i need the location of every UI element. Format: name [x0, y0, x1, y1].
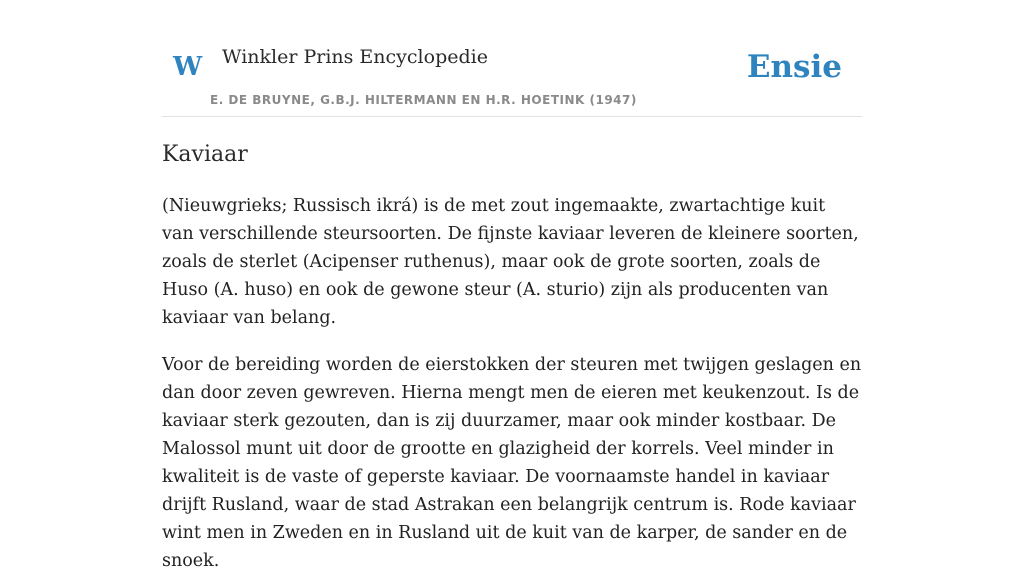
entry-title: Kaviaar	[162, 142, 248, 167]
entry-paragraph: Voor de bereiding worden de eierstokken der steuren met twijgen geslagen en dan door zeven gewreven. Hierna mengt men de eieren met keukenzout. Is de kaviaar sterk gezouten, dan is zij duurzamer, maar ook minder kostbaar. De Malossol munt uit door de grootte en glazigheid der korrels. Veel minder in kwaliteit is de vaste of geperste kaviaar. De voornaamste handel in kaviaar drijft Rusland, waar de stad Astrakan een belangrijk centrum is. Rode kaviaar wint men in Zweden en in Rusland uit de kuit van de karper, de sander en de snoek.	[162, 355, 862, 571]
header	[162, 0, 862, 117]
book-authors: E. DE BRUYNE, G.B.J. HILTERMANN EN H.R. HOETINK (1947)	[210, 93, 637, 107]
ensie-brand-link[interactable]: Ensie	[746, 49, 842, 85]
winkler-prins-logo-icon[interactable]: W	[173, 52, 203, 82]
entry-content	[162, 116, 862, 575]
book-title[interactable]: Winkler Prins Encyclopedie	[222, 46, 488, 68]
entry-paragraph: (Nieuwgrieks; Russisch ikrá) is de met zout ingemaakte, zwartachtige kuit van verschillende steursoorten. De fijnste kaviaar leveren de kleinere soorten, zoals de sterlet (Acipenser ruthenus), maar ook de grote soorten, zoals de Huso (A. huso) en ook de gewone steur (A. sturio) zijn als producenten van kaviaar van belang.	[162, 196, 859, 328]
